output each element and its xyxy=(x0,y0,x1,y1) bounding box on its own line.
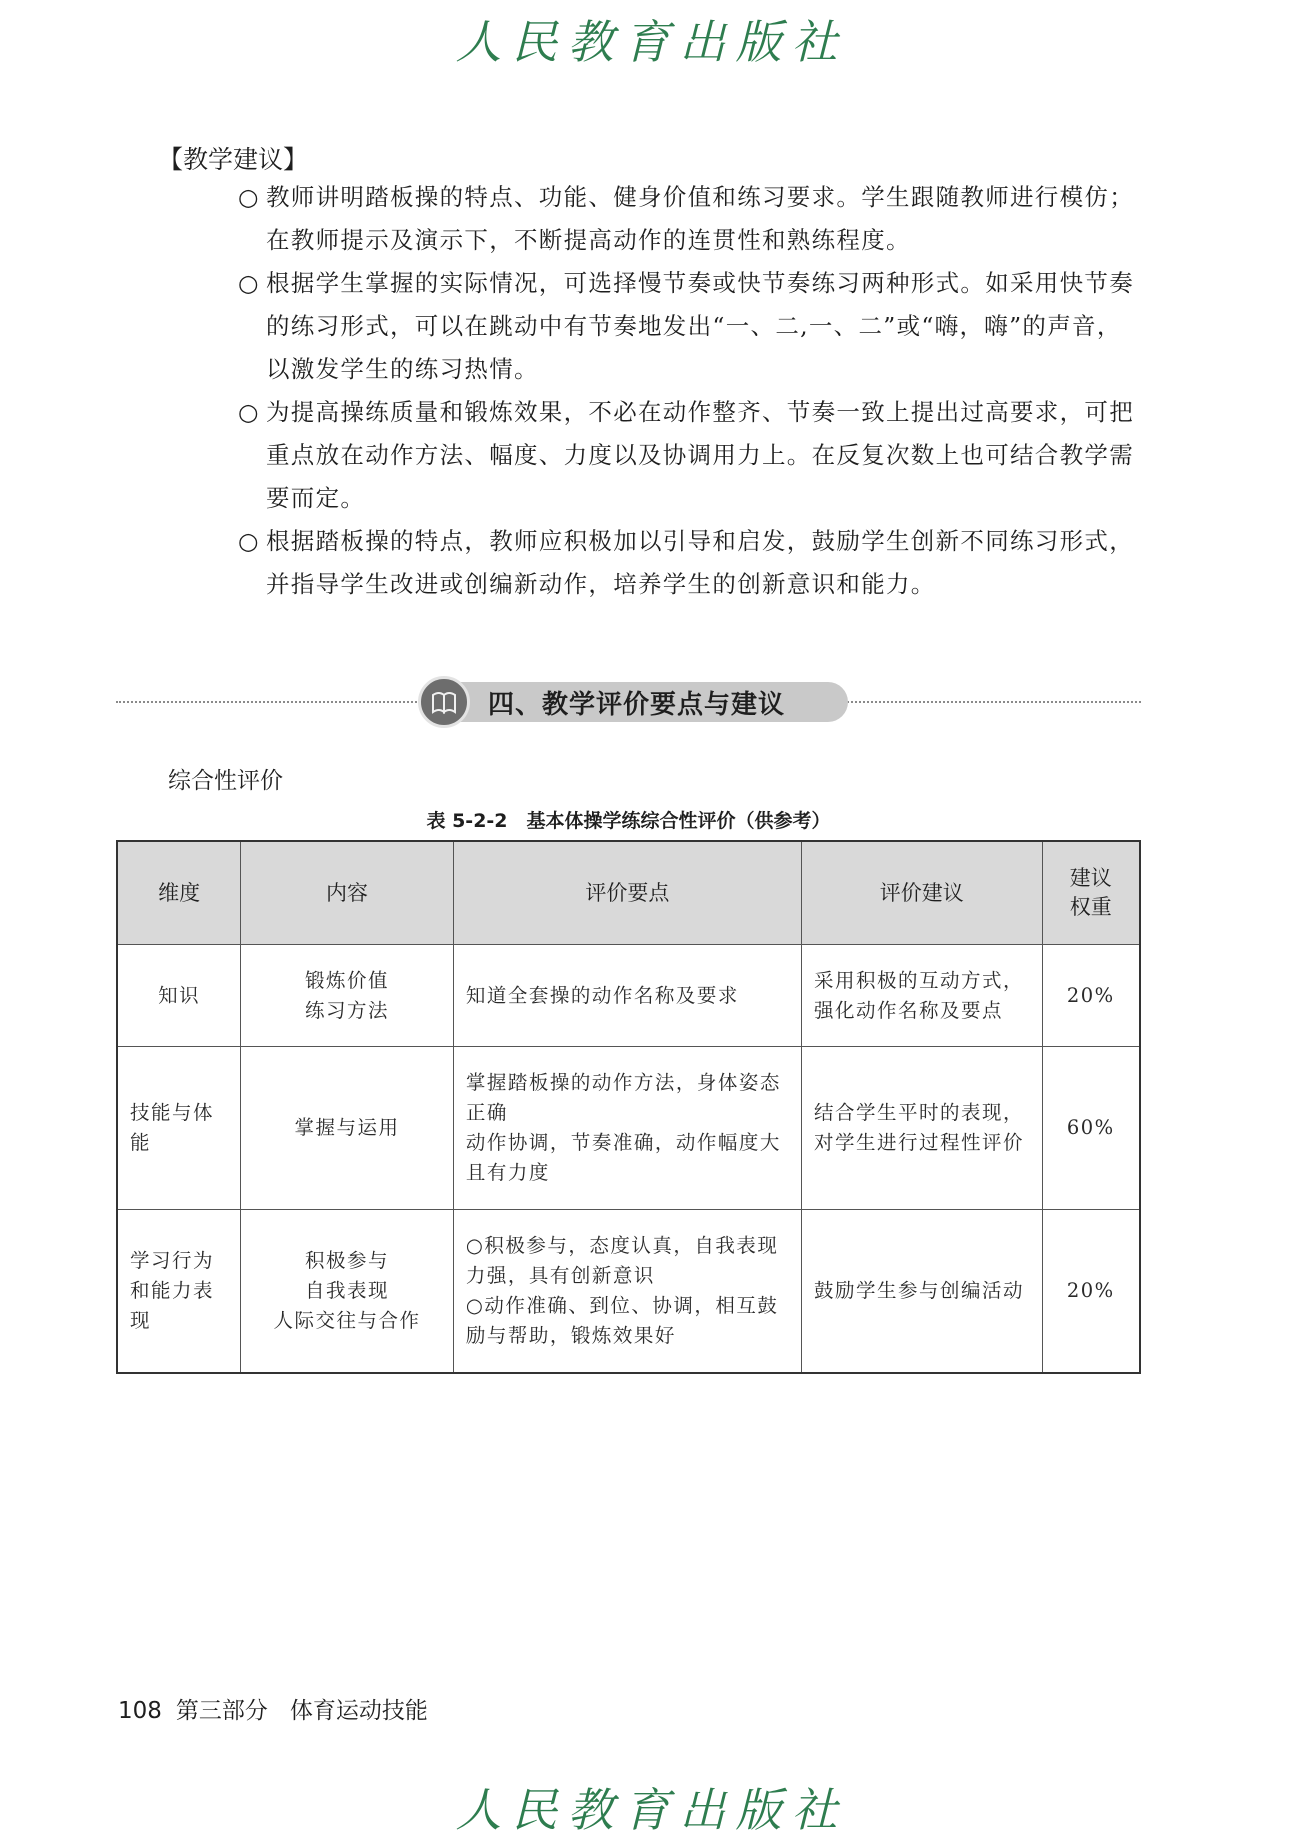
circle-bullet-icon: ○ xyxy=(238,398,260,426)
cell-suggestions: 结合学生平时的表现，对学生进行过程性评价 xyxy=(802,1047,1043,1210)
comprehensive-evaluation-heading: 综合性评价 xyxy=(168,768,283,794)
cell-weight: 20% xyxy=(1042,1210,1140,1373)
table-row xyxy=(117,1047,1140,1210)
table-header-row xyxy=(117,841,1140,945)
cell-content: 掌握与运用 xyxy=(241,1047,454,1210)
publisher-watermark-bottom: 人民教育出版社 xyxy=(455,1783,848,1837)
suggestion-item: ○ 教师讲明踏板操的特点、功能、健身价值和练习要求。学生跟随教师进行模仿；在教师提示及演示下，不断提高动作的连贯性和熟练程度。 xyxy=(238,176,1144,262)
suggestion-item: ○ 根据踏板操的特点，教师应积极加以引导和启发，鼓励学生创新不同练习形式，并指导学生改进或创编新动作，培养学生的创新意识和能力。 xyxy=(238,520,1144,606)
circle-bullet-icon: ○ xyxy=(238,183,260,211)
circle-bullet-icon: ○ xyxy=(238,269,260,297)
cell-content: 锻炼价值 练习方法 xyxy=(241,945,454,1047)
footer-part: 第三部分 xyxy=(175,1698,268,1724)
suggestion-item: ○ 为提高操练质量和锻炼效果，不必在动作整齐、节奏一致上提出过高要求，可把重点放在动作方法、幅度、力度以及协调用力上。在反复次数上也可结合教学需要而定。 xyxy=(238,391,1144,520)
cell-weight: 20% xyxy=(1042,945,1140,1047)
cell-key-points: ○积极参与，态度认真，自我表现力强，具有创新意识 ○动作准确、到位、协调，相互鼓励与帮助，锻炼效果好 xyxy=(453,1210,801,1373)
circle-bullet-icon: ○ xyxy=(238,527,260,555)
header-key-points: 评价要点 xyxy=(453,841,801,945)
publisher-watermark-top: 人民教育出版社 xyxy=(455,15,848,69)
table-row xyxy=(117,945,1140,1047)
suggestion-item: ○ 根据学生掌握的实际情况，可选择慢节奏或快节奏练习两种形式。如采用快节奏的练习形式，可以在跳动中有节奏地发出“一、二,一、二”或“嗨，嗨”的声音，以激发学生的练习热情。 xyxy=(238,262,1144,391)
book-icon xyxy=(418,676,470,728)
cell-key-points: 掌握踏板操的动作方法，身体姿态正确 动作协调，节奏准确，动作幅度大且有力度 xyxy=(453,1047,801,1210)
cell-suggestions: 鼓励学生参与创编活动 xyxy=(802,1210,1043,1373)
section-banner xyxy=(424,682,848,722)
footer-title: 体育运动技能 xyxy=(289,1698,428,1724)
cell-dimension: 技能与体能 xyxy=(117,1047,241,1210)
cell-dimension: 学习行为和能力表现 xyxy=(117,1210,241,1373)
header-content: 内容 xyxy=(241,841,454,945)
table-row xyxy=(117,1210,1140,1373)
cell-key-points: 知道全套操的动作名称及要求 xyxy=(453,945,801,1047)
evaluation-table xyxy=(116,840,1141,1374)
teaching-suggestions-list xyxy=(238,176,1144,606)
header-suggestions: 评价建议 xyxy=(802,841,1043,945)
page-number: 108 xyxy=(118,1698,162,1724)
header-dimension: 维度 xyxy=(117,841,241,945)
cell-suggestions: 采用积极的互动方式，强化动作名称及要点 xyxy=(802,945,1043,1047)
page-footer xyxy=(118,1692,428,1725)
cell-dimension: 知识 xyxy=(117,945,241,1047)
section-title: 四、教学评价要点与建议 xyxy=(488,689,786,720)
header-weight: 建议 权重 xyxy=(1042,841,1140,945)
cell-weight: 60% xyxy=(1042,1047,1140,1210)
teaching-suggestions-heading: 【教学建议】 xyxy=(158,145,309,174)
table-caption: 表 5-2-2 基本体操学练综合性评价（供参考） xyxy=(426,810,831,832)
cell-content: 积极参与 自我表现 人际交往与合作 xyxy=(241,1210,454,1373)
